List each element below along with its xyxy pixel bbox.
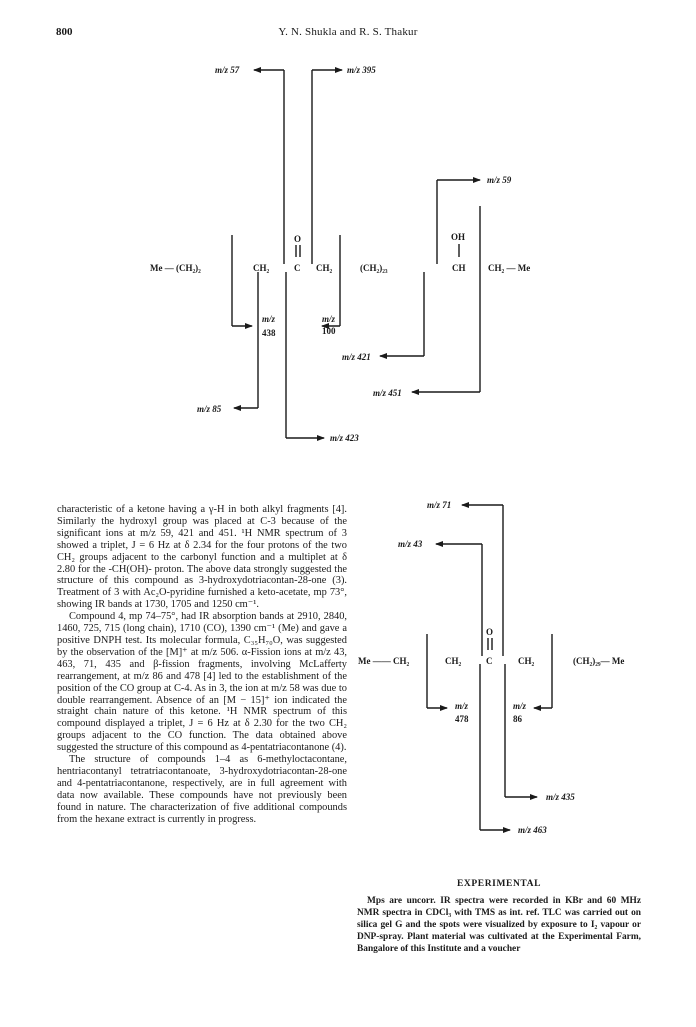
fragment-463: m/z 463 bbox=[518, 825, 547, 835]
fragment-423: m/z 423 bbox=[330, 433, 359, 443]
group-ch2-a: CH₂ bbox=[445, 656, 462, 666]
group-carbonyl-c: C bbox=[486, 656, 493, 666]
fragment-100-label: m/z bbox=[322, 314, 336, 324]
fragment-85: m/z 85 bbox=[197, 404, 222, 414]
hydroxyl-group: OH bbox=[451, 232, 466, 242]
group-me-ch2: Me —— CH₂ bbox=[358, 656, 410, 666]
fragmentation-scheme-3 bbox=[0, 0, 696, 480]
fragment-57: m/z 57 bbox=[215, 65, 240, 75]
group-ch2-23: (CH₂)₂₃ bbox=[360, 263, 388, 273]
paragraph-compound-4: Compound 4, mp 74–75°, had IR absorption bands at 2910, 2840, 1460, 725, 715 (long chain), 1710 (CO), 1390 cm⁻¹ (Me) and gave a positive DNPH test. Its molecular formula, C₃₅H₇₀O, was suggested by the observation of the [M]⁺ at m/z 506. α-Fission ions at m/z 43, 463, 71, 435 and β-fission fragments, involving McLafferty rearrangement, at m/z 86 and 478 [4] led to the establishment of the position of the CO group at C-4. As in 3, the ion at m/z 58 was due to double rearrangement. Absence of an [M − 15]⁺ ion indicated the straight chain nature of this ketone. ¹H NMR spectrum of this compound displayed a triplet, J = 6 Hz at δ 2.30 for the two CH₂ groups adjacent to the CO function. The data obtained above suggested the structure of this compound as 4-pentatriacontanone (4). bbox=[57, 611, 347, 754]
page-number: 800 bbox=[56, 26, 73, 38]
group-ch-oh: CH bbox=[452, 263, 466, 273]
left-column-text bbox=[57, 504, 347, 825]
fragment-478-label: m/z bbox=[455, 701, 469, 711]
fragment-421: m/z 421 bbox=[342, 352, 371, 362]
group-ch2-b: CH₂ bbox=[518, 656, 535, 666]
running-head: Y. N. Shukla and R. S. Thakur bbox=[278, 26, 418, 38]
group-ch2-b: CH₂ bbox=[316, 263, 333, 273]
carbonyl-oxygen: O bbox=[486, 627, 494, 637]
fragment-438-value: 438 bbox=[262, 328, 276, 338]
fragment-100-value: 100 bbox=[322, 326, 336, 336]
experimental-paragraph: Mps are uncorr. IR spectra were recorded in KBr and 60 MHz NMR spectra in CDCl₃ with TMS as int. ref. TLC was carried out on silica gel G and the spots were visualized by exposure to I₂ vapour or DNP-spray. Plant material was cultivated at the Experimental Farm, Bangalore of this Institute and a voucher bbox=[357, 896, 641, 954]
fragment-478-value: 478 bbox=[455, 714, 469, 724]
fragment-438-label: m/z bbox=[262, 314, 276, 324]
fragment-71: m/z 71 bbox=[427, 500, 452, 510]
fragment-451: m/z 451 bbox=[373, 388, 402, 398]
fragment-395: m/z 395 bbox=[347, 65, 376, 75]
fragment-59: m/z 59 bbox=[487, 175, 512, 185]
group-ch2-29-me: (CH₂)₂₉— Me bbox=[573, 656, 625, 666]
group-me-ch2-2: Me — (CH₂)₂ bbox=[150, 263, 201, 273]
paragraph-summary: The structure of compounds 1–4 as 6-methyloctacontane, hentriacontanyl tetratriacontanoate, 3-hydroxydotriacontan-28-one and 4-pentatriacontanone, respectively, are in full agreement with data now available. These compounds have not previously been found in nature. The characterization of five additional compounds from the hexane extract is currently in progress. bbox=[57, 754, 347, 825]
fragment-43: m/z 43 bbox=[398, 539, 423, 549]
group-ch2-me: CH₂ — Me bbox=[488, 263, 531, 273]
fragment-86-label: m/z bbox=[513, 701, 527, 711]
fragment-86-value: 86 bbox=[513, 714, 522, 724]
carbonyl-oxygen: O bbox=[294, 234, 302, 244]
group-ch2-a: CH₂ bbox=[253, 263, 270, 273]
paragraph-compound-3: characteristic of a ketone having a γ-H in both alkyl fragments [4]. Similarly the hydroxyl group was placed at C-3 because of the significant ions at m/z 59, 421 and 451. ¹H NMR spectrum of 3 showed a triplet, J = 6 Hz at δ 2.34 for the four protons of the two CH₂ groups adjacent to the carbonyl function and a multiplet at δ 2.80 for the -CH(OH)- proton. The above data strongly suggested the structure of this compound as 3-hydroxydotriacontan-28-one (3). Treatment of 3 with Ac₂O-pyridine furnished a keto-acetate, mp 73°, showing IR bands at 1730, 1705 and 1250 cm⁻¹. bbox=[57, 504, 347, 611]
experimental-body bbox=[357, 896, 641, 956]
group-carbonyl-c: C bbox=[294, 263, 301, 273]
fragment-435: m/z 435 bbox=[546, 792, 575, 802]
experimental-heading: EXPERIMENTAL bbox=[456, 879, 542, 889]
